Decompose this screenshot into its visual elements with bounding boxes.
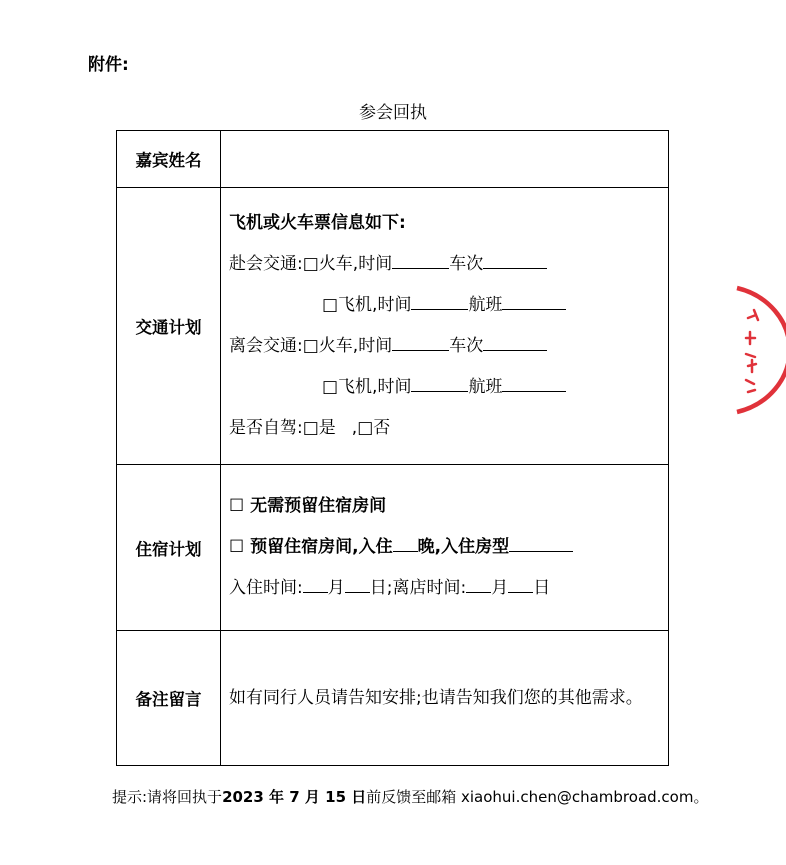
depart-flight-option[interactable]: □飞机,时间 bbox=[322, 377, 412, 397]
guest-name-label: 嘉宾姓名 bbox=[117, 131, 221, 188]
guest-name-row bbox=[117, 131, 669, 188]
flight-no-label: 航班 bbox=[468, 295, 503, 315]
guest-name-field[interactable] bbox=[221, 131, 669, 188]
depart-label: 离会交通: bbox=[229, 336, 303, 356]
arrive-label: 赴会交通: bbox=[229, 254, 303, 274]
checkout-month-blank[interactable] bbox=[466, 574, 491, 593]
reserve-room-option[interactable]: ☐ 预留住宿房间,入住 bbox=[229, 537, 393, 557]
depart-train-no-blank[interactable] bbox=[483, 332, 547, 351]
self-drive-yes-option[interactable]: □是 bbox=[302, 418, 336, 438]
arrive-train-no-blank[interactable] bbox=[483, 250, 547, 269]
notes-field[interactable] bbox=[221, 631, 669, 766]
notes-row bbox=[117, 631, 669, 766]
train-no-label: 车次 bbox=[449, 254, 484, 274]
footer-prefix: 提示:请将回执于 bbox=[112, 788, 223, 806]
attachment-label: 附件: bbox=[88, 55, 129, 75]
nights-label: 晚,入住房型 bbox=[417, 537, 510, 557]
seal-outer-ring bbox=[737, 288, 786, 412]
self-drive-line bbox=[229, 408, 662, 449]
rsvp-form-table bbox=[116, 130, 669, 766]
nights-blank[interactable] bbox=[393, 533, 418, 552]
depart-train-line bbox=[229, 326, 662, 367]
no-room-option[interactable]: ☐ 无需预留住宿房间 bbox=[229, 496, 387, 516]
month-label-2: 月 bbox=[491, 578, 509, 598]
lodging-row bbox=[117, 465, 669, 631]
arrive-flight-line bbox=[229, 285, 662, 326]
depart-flight-line bbox=[229, 367, 662, 408]
depart-train-time-blank[interactable] bbox=[392, 332, 449, 351]
depart-train-option[interactable]: □火车,时间 bbox=[302, 336, 393, 356]
arrive-train-line bbox=[229, 244, 662, 285]
depart-flight-time-blank[interactable] bbox=[411, 373, 468, 392]
flight-no-label: 航班 bbox=[468, 377, 503, 397]
dates-line bbox=[229, 568, 662, 609]
self-drive-label: 是否自驾: bbox=[229, 418, 303, 438]
train-no-label: 车次 bbox=[449, 336, 484, 356]
arrive-train-option[interactable]: □火车,时间 bbox=[302, 254, 393, 274]
transport-label: 交通计划 bbox=[117, 188, 221, 465]
arrive-flight-time-blank[interactable] bbox=[411, 291, 468, 310]
self-drive-separator: , bbox=[351, 418, 358, 438]
checkin-label: 入住时间: bbox=[229, 578, 303, 598]
arrive-flight-option[interactable]: □飞机,时间 bbox=[322, 295, 412, 315]
month-label: 月 bbox=[327, 578, 345, 598]
transport-row bbox=[117, 188, 669, 465]
self-drive-no-option[interactable]: □否 bbox=[357, 418, 391, 438]
lodging-label: 住宿计划 bbox=[117, 465, 221, 631]
transport-heading: 飞机或火车票信息如下: bbox=[229, 213, 406, 233]
arrive-flight-no-blank[interactable] bbox=[502, 291, 566, 310]
checkout-day-blank[interactable] bbox=[508, 574, 533, 593]
seal-stamp-icon bbox=[734, 280, 786, 420]
reserve-room-line bbox=[229, 527, 662, 568]
lodging-content bbox=[221, 465, 669, 631]
checkin-day-blank[interactable] bbox=[345, 574, 370, 593]
notes-text: 如有同行人员请告知安排;也请告知我们您的其他需求。 bbox=[229, 687, 643, 708]
arrive-train-time-blank[interactable] bbox=[392, 250, 449, 269]
footer-deadline: 2023 年 7 月 15 日 bbox=[222, 788, 367, 806]
depart-flight-no-blank[interactable] bbox=[502, 373, 566, 392]
seal-glyph-marks bbox=[746, 310, 758, 392]
checkin-month-blank[interactable] bbox=[303, 574, 328, 593]
day-label-2: 日 bbox=[533, 578, 551, 598]
transport-content bbox=[221, 188, 669, 465]
footer-suffix: 前反馈至邮箱 xiaohui.chen@chambroad.com。 bbox=[366, 788, 709, 806]
room-type-blank[interactable] bbox=[509, 533, 573, 552]
page-title: 参会回执 bbox=[359, 103, 427, 123]
notes-label: 备注留言 bbox=[117, 631, 221, 766]
checkout-label: 日;离店时间: bbox=[369, 578, 467, 598]
footer-note bbox=[112, 786, 708, 807]
